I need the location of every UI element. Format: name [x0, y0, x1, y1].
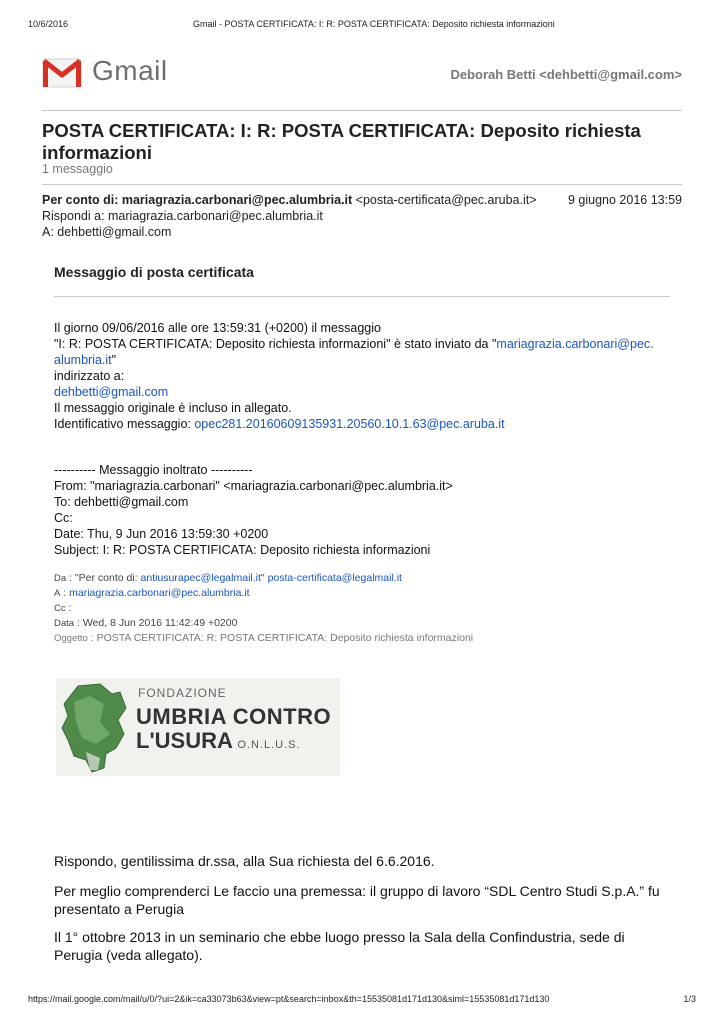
email-subject-line2: informazioni — [42, 142, 152, 163]
inner-header — [54, 571, 674, 646]
account-email: Deborah Betti <dehbetti@gmail.com> — [450, 67, 682, 82]
cert-line: Identificativo messaggio: — [54, 417, 195, 431]
email-subject — [42, 120, 641, 164]
reply-to: Rispondi a: mariagrazia.carbonari@pec.alumbria.it — [42, 209, 323, 223]
print-title: Gmail - POSTA CERTIFICATA: I: R: POSTA CERTIFICATA: Deposito richiesta informazioni — [193, 19, 555, 29]
inner-label: Da — [54, 573, 67, 584]
body-line: Per meglio comprenderci Le faccio una premessa: il gruppo di lavoro “SDL Centro Studi S.p.A.” fu — [54, 883, 660, 899]
inner-value: : "Per conto di: — [66, 572, 141, 584]
body-paragraph-1: Rispondo, gentilissima dr.ssa, alla Sua richiesta del 6.6.2016. — [54, 853, 435, 869]
print-url: https://mail.google.com/mail/u/0/?ui=2&ik=ca33073b63&view=pt&search=inbox&th=15535081d171d130&siml=15535081d171d130 — [28, 994, 550, 1004]
umbria-map-icon — [60, 682, 134, 774]
cert-line: " — [111, 353, 117, 367]
cert-body — [54, 320, 674, 432]
inner-from-link[interactable]: antiusurapec@legalmail.it — [140, 572, 261, 584]
inner-value: " — [260, 572, 268, 584]
logo-line3-suffix: O.N.L.U.S. — [237, 739, 301, 751]
forwarded-block — [54, 462, 674, 558]
inner-value: : — [60, 587, 70, 599]
header-divider — [42, 110, 682, 111]
forward-to: To: dehbetti@gmail.com — [54, 495, 189, 509]
inner-label: Cc — [54, 603, 66, 614]
sender-address: <posta-certificata@pec.aruba.it> — [352, 193, 537, 207]
inner-value: : Wed, 8 Jun 2016 11:42:49 +0200 — [74, 617, 238, 629]
forward-from: From: "mariagrazia.carbonari" <mariagrazia.carbonari@pec.alumbria.it> — [54, 479, 453, 493]
cert-line: Il messaggio originale è incluso in allegato. — [54, 401, 292, 415]
gmail-envelope-icon — [42, 58, 82, 88]
forward-date: Date: Thu, 9 Jun 2016 13:59:30 +0200 — [54, 527, 269, 541]
body-line: Perugia (veda allegato). — [54, 947, 203, 963]
inner-value: : — [65, 602, 72, 614]
recipient: A: dehbetti@gmail.com — [42, 225, 172, 239]
gmail-wordmark: Gmail — [92, 55, 168, 86]
body-paragraph-2 — [54, 882, 684, 918]
forward-subject: Subject: I: R: POSTA CERTIFICATA: Deposito richiesta informazioni — [54, 543, 431, 557]
foundation-logo — [56, 678, 340, 776]
logo-line1: FONDAZIONE — [138, 686, 227, 700]
inner-to-link[interactable]: mariagrazia.carbonari@pec.alumbria.it — [69, 587, 250, 599]
inner-label: Oggetto — [54, 633, 88, 644]
email-subject-line1: POSTA CERTIFICATA: I: R: POSTA CERTIFICATA: Deposito richiesta — [42, 120, 641, 141]
gmail-logo — [42, 55, 168, 93]
print-page-number: 1/3 — [683, 994, 696, 1004]
body-line: Il 1° ottobre 2013 in un seminario che ebbe luogo presso la Sala della Confindustria, sede di — [54, 929, 625, 945]
inner-label: A — [54, 588, 61, 599]
cert-line: Il giorno 09/06/2016 alle ore 13:59:31 (+0200) il messaggio — [54, 321, 381, 335]
cert-line: "I: R: POSTA CERTIFICATA: Deposito richiesta informazioni" è stato inviato da " — [54, 337, 497, 351]
sender-link-cont[interactable]: alumbria.it — [54, 353, 112, 367]
message-id-link[interactable]: opec281.20160609135931.20560.10.1.63@pec.aruba.it — [194, 417, 505, 431]
logo-line3-text: L'USURA — [136, 728, 233, 753]
print-date: 10/6/2016 — [28, 19, 69, 29]
recipient-link[interactable]: dehbetti@gmail.com — [54, 385, 169, 399]
logo-line3 — [136, 728, 301, 754]
sender-block — [42, 192, 682, 240]
logo-line2: UMBRIA CONTRO — [136, 704, 332, 729]
body-paragraph-3 — [54, 928, 684, 964]
cert-divider — [54, 296, 670, 297]
sender-link[interactable]: mariagrazia.carbonari@pec. — [496, 337, 654, 351]
cert-line: indirizzato a: — [54, 369, 125, 383]
sender-name: Per conto di: mariagrazia.carbonari@pec.alumbria.it — [42, 193, 353, 207]
body-line: presentato a Perugia — [54, 901, 184, 917]
message-count: 1 messaggio — [42, 162, 113, 176]
forward-cc: Cc: — [54, 511, 73, 525]
message-date: 9 giugno 2016 13:59 — [568, 193, 682, 207]
inner-from-link2[interactable]: posta-certificata@legalmail.it — [267, 572, 402, 584]
forward-separator: ---------- Messaggio inoltrato ---------- — [54, 463, 253, 477]
inner-label: Data — [54, 618, 75, 629]
inner-value: : POSTA CERTIFICATA: R: POSTA CERTIFICATA: Deposito richiesta informazioni — [87, 632, 474, 644]
subject-divider — [42, 184, 682, 185]
cert-title: Messaggio di posta certificata — [54, 264, 254, 280]
